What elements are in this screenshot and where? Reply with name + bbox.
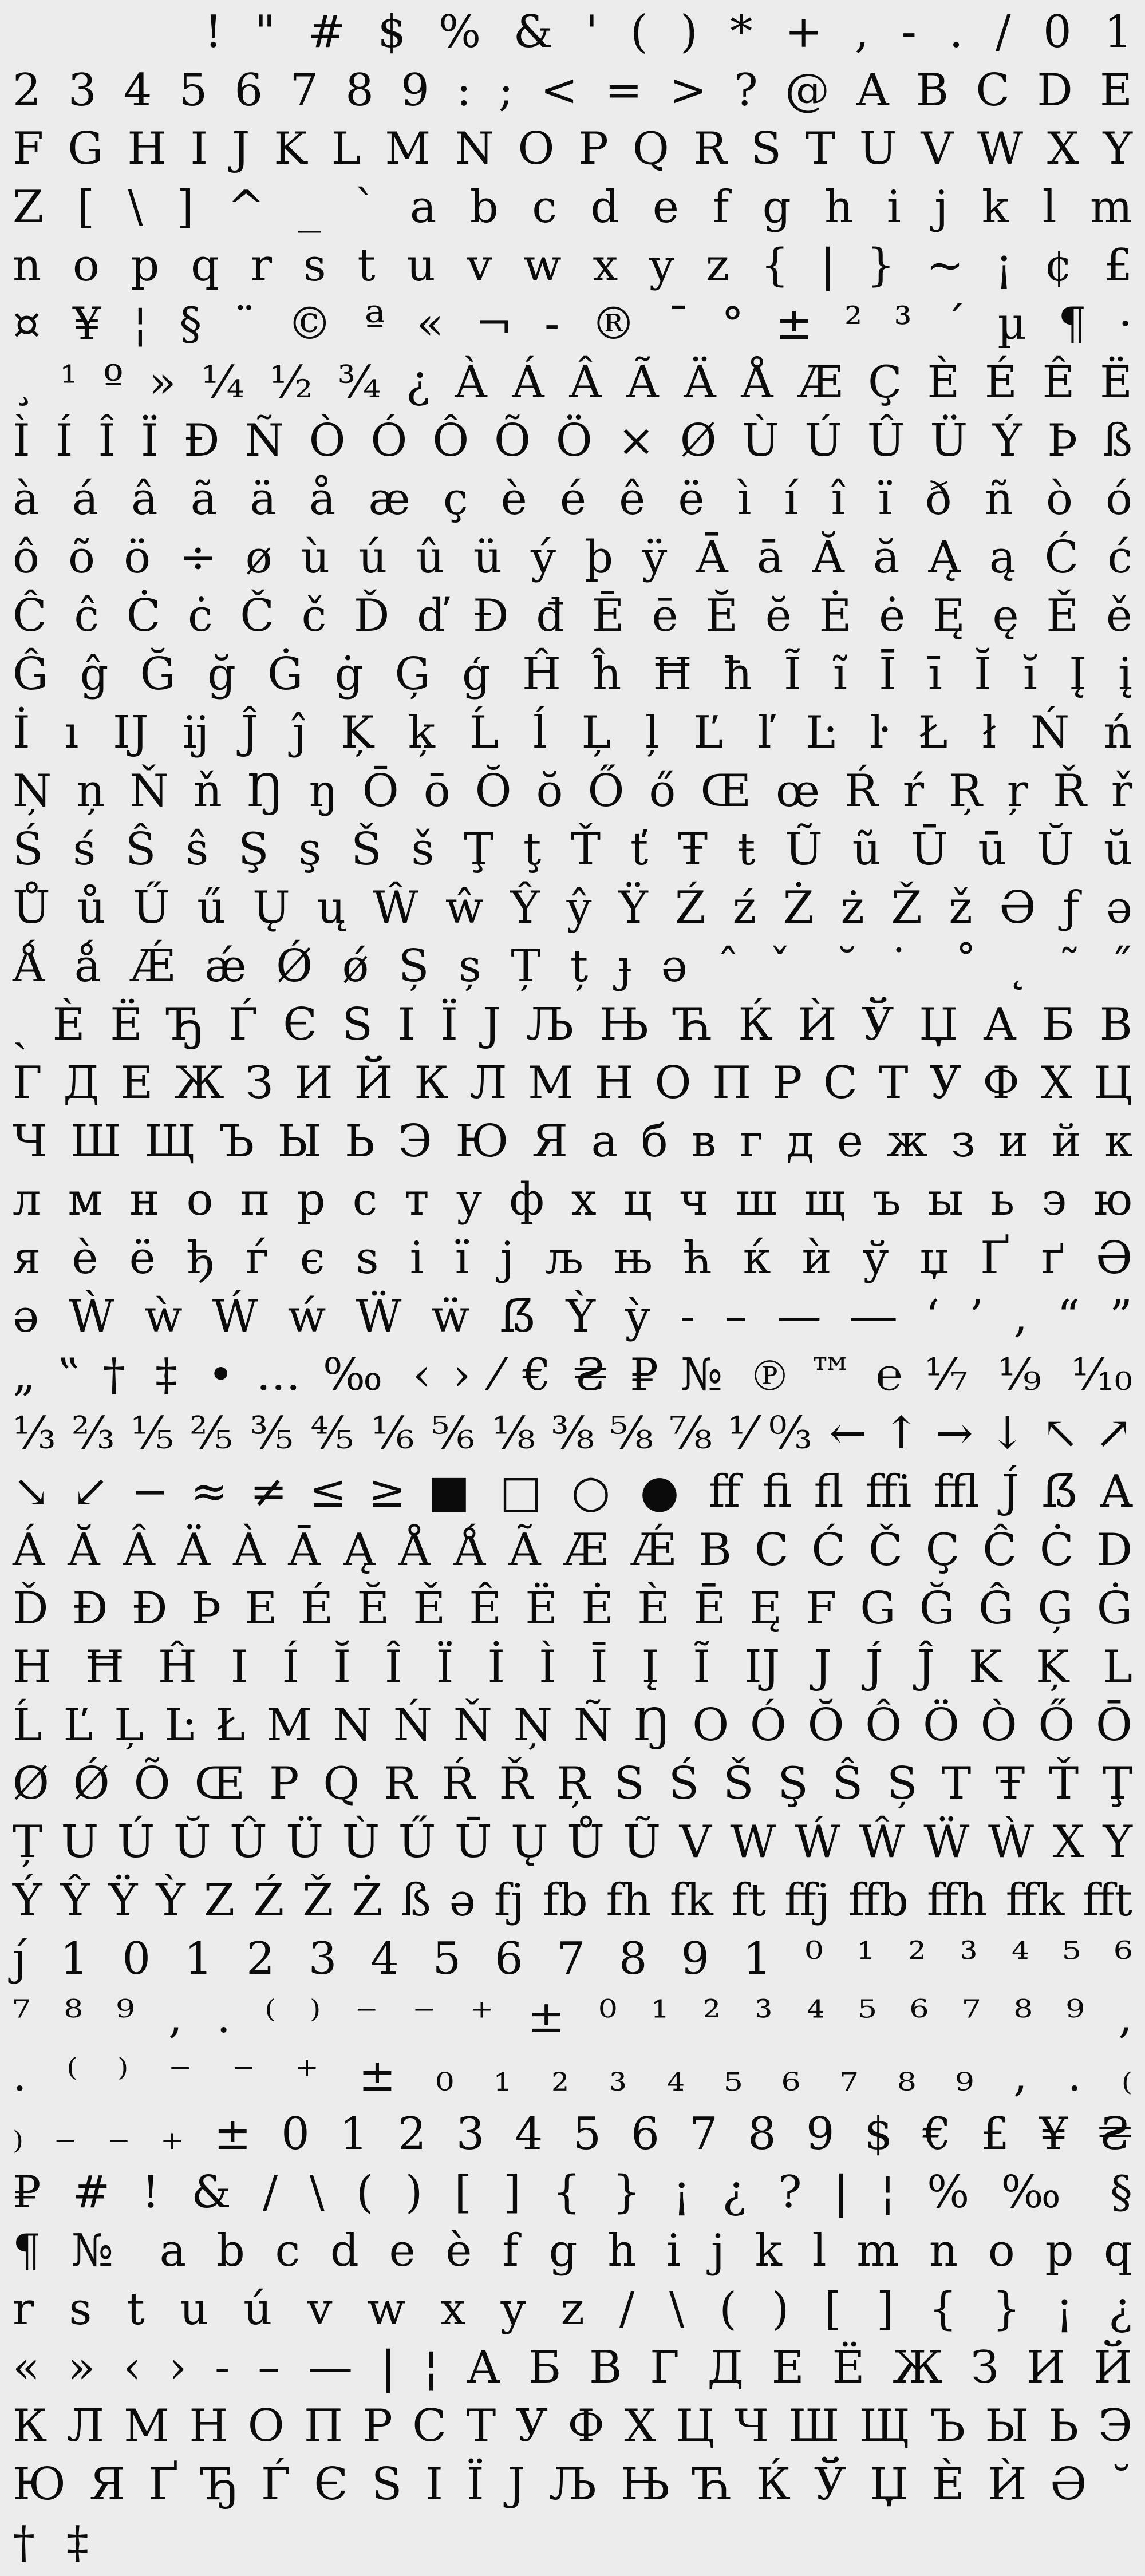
glyph-line: Ǻ ǻ Ǽ ǽ Ǿ ǿ Ș ș Ț ț ɟ ə ˆ ˇ ˘ ˙ ˚ ˛ ˜ ˝: [13, 941, 1132, 992]
glyph-line: Ý Ŷ Ÿ Ỳ Z Ź Ž Ż ß ə fj fb fh fk ft ffj ffb ffh ffk fft: [13, 1875, 1132, 1926]
glyph-line: ¤ ¥ ¦ § ¨ © ª « ¬ - ® ¯ ° ± ² ³ ´ µ ¶ ·: [13, 298, 1132, 350]
glyph-line: Ю Я Ґ Ђ Ѓ Є Ѕ І Ї Ј Љ Њ Ћ Ќ Ў Џ Ѐ Ѝ Ә ˘: [13, 2459, 1132, 2510]
glyph-line: 2 3 4 5 6 7 8 9 : ; < = > ? @ A B C D E: [13, 65, 1132, 116]
glyph-line: . ⁽ ⁾ ⁻ ⁻ ⁺ ± ₀ ₁ ₂ ₃ ₄ ₅ ₆ ₇ ₈ ₉ , . ₍: [13, 2050, 1132, 2101]
glyph-line: Ś ś Ŝ ŝ Ş ş Š š Ţ ţ Ť ť Ŧ ŧ Ũ ũ Ū ū Ŭ ŭ: [13, 824, 1132, 875]
glyph-line: r s t u ú v w x y z / \ ( ) [ ] { } ¡ ¿: [13, 2283, 1132, 2335]
glyph-line: Ď Đ Ð Þ E É Ĕ Ě Ê Ë Ė È Ē Ę F G Ğ Ĝ Ģ Ġ: [13, 1583, 1132, 1634]
glyph-line: ô õ ö ÷ ø ù ú û ü ý þ ÿ Ā ā Ă ă Ą ą Ć ć: [13, 532, 1132, 583]
glyph-line: Ч Ш Щ Ъ Ы Ь Э Ю Я а б в г д е ж з и й к: [13, 1116, 1132, 1167]
glyph-line: İ ı Ĳ ĳ Ĵ ĵ Ķ ķ Ĺ ĺ Ļ ļ Ľ ľ Ŀ ŀ Ł ł Ń ń: [13, 707, 1132, 758]
glyph-line: я ѐ ё ђ ѓ є ѕ і ї ј љ њ ћ ќ ѝ ў џ Ґ ґ Ә: [13, 1232, 1132, 1284]
glyph-line: ₎ ₋ ₋ ₊ ± 0 1 2 3 4 5 6 7 8 9 $ € £ ¥ ₴: [13, 2108, 1132, 2160]
glyph-line: n o p q r s t u v w x y z { | } ~ ¡ ¢ £: [13, 240, 1132, 291]
glyph-line: л м н о п р с т у ф х ц ч ш щ ъ ы ь э ю: [13, 1174, 1132, 1226]
glyph-line: F G H I J K L M N O P Q R S T U V W X Y: [13, 123, 1132, 175]
glyph-line: Ĺ Ľ Ļ Ŀ Ł M N Ń Ň Ņ Ñ Ŋ O Ó Ŏ Ô Ö Ò Ő Ō: [13, 1700, 1132, 1751]
glyph-line: Ĉ ĉ Ċ ċ Č č Ď ď Đ đ Ē ē Ĕ ĕ Ė ė Ę ę Ě ě: [13, 590, 1132, 642]
glyph-line: Ț U Ú Ŭ Û Ü Ù Ű Ū Ų Ů Ũ V W Ẃ Ŵ Ẅ Ẁ X Y: [13, 1816, 1132, 1868]
glyph-line: Á Ă Â Ä À Ā Ą Å Ǻ Ã Æ Ǽ B C Ć Č Ç Ĉ Ċ D: [13, 1524, 1132, 1576]
glyph-line: Z [ \ ] ^ _ ` a b c d e f g h i j k l m: [13, 181, 1132, 233]
glyph-line: Ů ů Ű ű Ų ų Ŵ ŵ Ŷ ŷ Ÿ Ź ź Ż ż Ž ž Ə ƒ ə: [13, 882, 1132, 934]
glyph-line: ə Ẁ ẁ Ẃ ẃ Ẅ ẅ ẞ Ỳ ỳ ‐ – — ― ‘ ’ ‚ “ ”: [13, 1291, 1132, 1342]
glyph-line: Ĝ ĝ Ğ ğ Ġ ġ Ģ ģ Ĥ ĥ Ħ ħ Ĩ ĩ Ī ī Ĭ ĭ Į į: [13, 649, 1132, 700]
glyph-line: ¸ ¹ º » ¼ ½ ¾ ¿ À Á Â Ã Ä Å Æ Ç È É Ê Ë: [13, 357, 1132, 408]
glyph-line: Ņ ņ Ň ň Ŋ ŋ Ō ō Ŏ ŏ Ő ő Œ œ Ŕ ŕ Ŗ ŗ Ř ř: [13, 765, 1132, 817]
glyph-line: ⁷ ⁸ ⁹ , . ⁽ ⁾ ⁻ ⁻ ⁺ ± ⁰ ¹ ² ³ ⁴ ⁵ ⁶ ⁷ ⁸ ⁹ ,: [13, 1992, 1132, 2043]
glyph-line: Ø Ǿ Õ Œ P Q R Ŕ Ř Ŗ S Ś Š Ş Ŝ Ș T Ŧ Ť Ţ: [13, 1758, 1132, 1809]
glyph-line: К Л М Н О П Р С Т У Ф Х Ц Ч Ш Щ Ъ Ы Ь Э: [13, 2400, 1132, 2452]
glyph-line: H Ħ Ĥ I Í Ĭ Î Ï İ Ì Ī Į Ĩ Ĳ J J́ Ĵ K Ķ L: [13, 1641, 1132, 1693]
glyph-line: ⅓ ⅔ ⅕ ⅖ ⅗ ⅘ ⅙ ⅚ ⅛ ⅜ ⅝ ⅞ ⅟ ↉ ← ↑ → ↓ ↖ ↗: [13, 1408, 1132, 1459]
glyph-line: ˏ Ѐ Ё Ђ Ѓ Є Ѕ І Ї Ј Љ Њ Ћ Ќ Ѝ Ў Џ А Б В: [13, 999, 1132, 1050]
glyph-line: à á â ã ä å æ ç è é ê ë ì í î ï ð ñ ò ó: [13, 473, 1132, 525]
glyph-line: Ì Í Î Ï Ð Ñ Ò Ó Ô Õ Ö × Ø Ù Ú Û Ü Ý Þ ß: [13, 415, 1132, 467]
glyph-line: ȷ́ 1 0 1 2 3 4 5 6 7 8 9 1 ⁰ ¹ ² ³ ⁴ ⁵ ⁶: [13, 1933, 1132, 1985]
glyph-line: ¶ № a b c d e è f g h i j k l m n o p q: [13, 2225, 1132, 2277]
glyph-line: « » ‹ › - – — | ¦ А Б В Г Д Е Ё Ж З И Й: [13, 2342, 1132, 2393]
glyph-line: † ‡: [13, 2517, 89, 2569]
glyph-line: ↘ ↙ − ≈ ≠ ≤ ≥ ■ □ ○ ● ff fi fl ffi ffl J́ ẞ A: [13, 1466, 1132, 1518]
glyph-line: ! " # $ % & ' ( ) * + , - . / 0 1: [204, 6, 1132, 58]
glyph-line: „ ‟ † ‡ • … ‰ ‹ › ⁄ € ₴ ₽ № ℗ ™ ℮ ⅐ ⅑ ⅒: [13, 1349, 1132, 1401]
glyph-line: Г Д Е Ж З И Й К Л М Н О П Р С Т У Ф Х Ц: [13, 1057, 1132, 1109]
glyph-line: ₽ # ! & / \ ( ) [ ] { } ¡ ¿ ? | ¦ % ‰ §: [13, 2167, 1132, 2218]
